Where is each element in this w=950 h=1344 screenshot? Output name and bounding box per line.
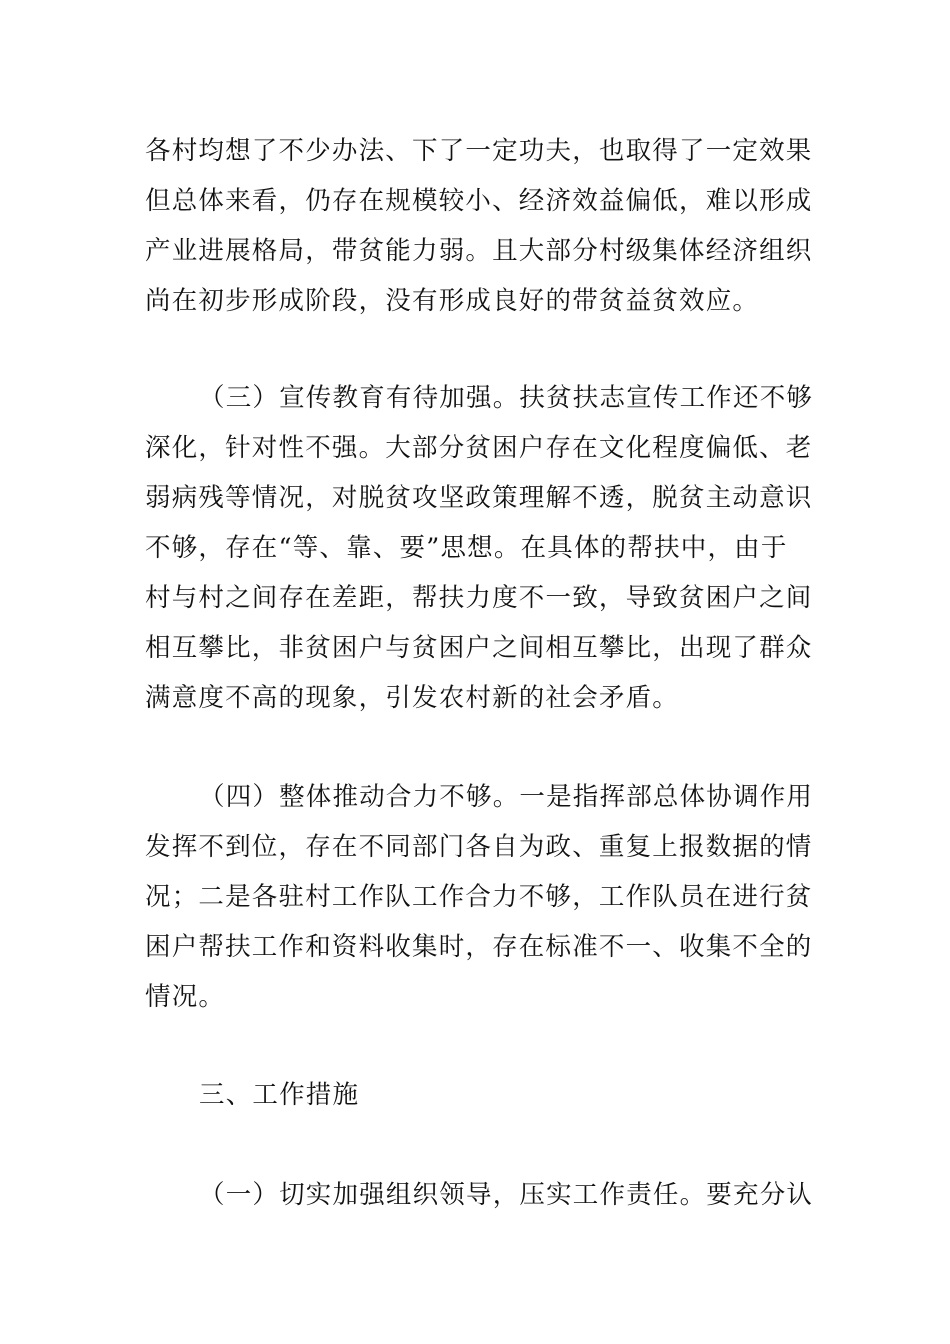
paragraph-2-line-2: 深化，针对性不强。大部分贫困户存在文化程度偏低、老 [145, 433, 813, 463]
paragraph-3-line-5: 情况。 [145, 982, 226, 1012]
paragraph-2-line-4: 不够，存在“等、靠、要”思想。在具体的帮扶中，由于 [145, 533, 788, 563]
paragraph-2-line-3: 弱病残等情况，对脱贫攻坚政策理解不透，脱贫主动意识 [145, 483, 813, 513]
section-heading: 三、工作措施 [199, 1080, 360, 1110]
paragraph-3-line-1: （四）整体推动合力不够。一是指挥部总体协调作用 [199, 782, 814, 812]
paragraph-3-line-3: 况；二是各驻村工作队工作合力不够，工作队员在进行贫 [145, 882, 813, 912]
paragraph-3-line-2: 发挥不到位，存在不同部门各自为政、重复上报数据的情 [145, 832, 813, 862]
paragraph-1-line-3: 产业进展格局，带贫能力弱。且大部分村级集体经济组织 [145, 236, 813, 266]
paragraph-2-line-5: 村与村之间存在差距，帮扶力度不一致，导致贫困户之间 [145, 583, 813, 613]
paragraph-2-line-1: （三）宣传教育有待加强。扶贫扶志宣传工作还不够 [199, 383, 814, 413]
paragraph-2-line-6: 相互攀比，非贫困户与贫困户之间相互攀比，出现了群众 [145, 633, 813, 663]
paragraph-4-line-1: （一）切实加强组织领导，压实工作责任。要充分认 [199, 1180, 814, 1210]
paragraph-1-line-1: 各村均想了不少办法、下了一定功夫，也取得了一定效果 [145, 136, 813, 166]
paragraph-3-line-4: 困户帮扶工作和资料收集时，存在标准不一、收集不全的 [145, 932, 813, 962]
paragraph-1-line-2: 但总体来看，仍存在规模较小、经济效益偏低，难以形成 [145, 186, 813, 216]
paragraph-1-line-4: 尚在初步形成阶段，没有形成良好的带贫益贫效应。 [145, 286, 760, 316]
paragraph-2-line-7: 满意度不高的现象，引发农村新的社会矛盾。 [145, 683, 680, 713]
